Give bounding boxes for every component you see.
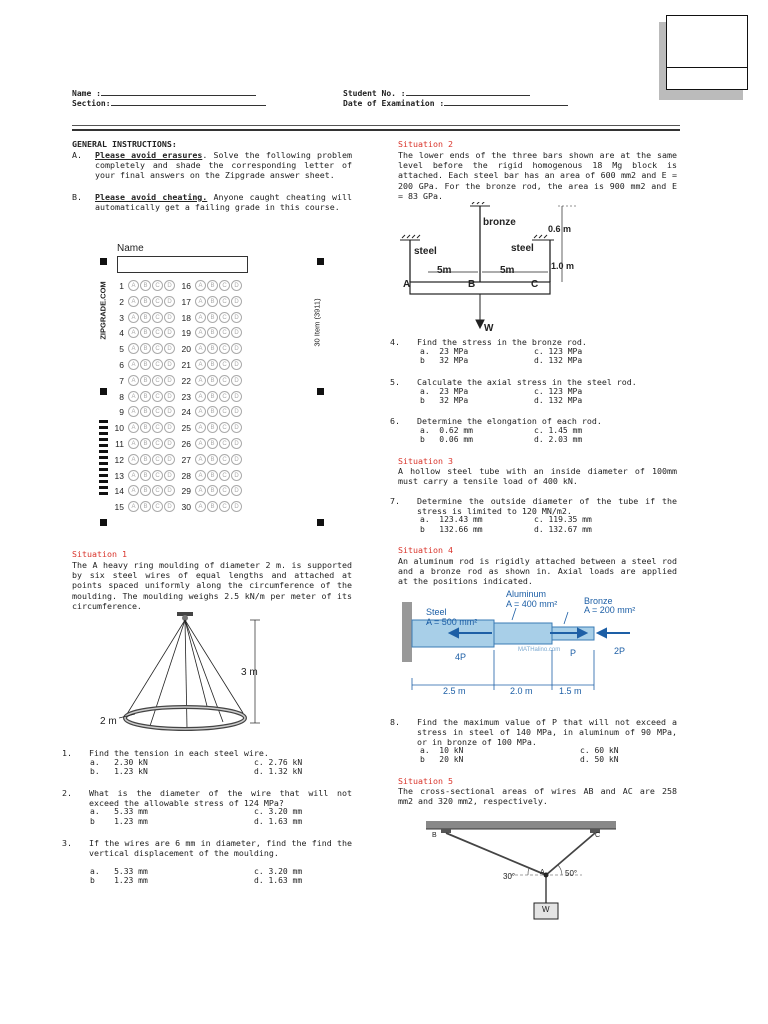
answer-bubble[interactable]: C bbox=[152, 438, 163, 449]
answer-option: a. 0.62 mm bbox=[420, 425, 473, 435]
zipgrade-name-box[interactable] bbox=[117, 256, 248, 273]
ring-diameter-label: 2 m bbox=[100, 716, 117, 727]
steel-left-label: steel bbox=[414, 246, 437, 257]
answer-bubble[interactable]: A bbox=[195, 391, 206, 402]
answer-option: b 132.66 mm bbox=[420, 524, 483, 534]
answer-number: 29 bbox=[181, 486, 191, 497]
dim-06: 0.6 m bbox=[548, 224, 572, 234]
answer-bubble[interactable]: A bbox=[128, 454, 139, 465]
answer-number: 21 bbox=[181, 360, 191, 370]
question-number: 2. bbox=[62, 788, 72, 798]
steel-rod-area: A = 500 mm² bbox=[426, 617, 478, 627]
zipgrade-sheet bbox=[95, 238, 335, 533]
answer-option: d. 50 kN bbox=[580, 755, 619, 765]
answer-bubble[interactable]: D bbox=[231, 485, 242, 496]
question-text: Find the maximum value of P that will not exceed a stress in steel of 140 MPa, in aluminum of 90 MPa, or in bronze of 100 MPa. bbox=[417, 717, 677, 747]
answer-bubble[interactable]: A bbox=[195, 501, 206, 512]
question-text: Determine the outside diameter of the tube if the stress is limited to 120 MN/m2. bbox=[417, 496, 677, 516]
answer-bubble[interactable]: B bbox=[140, 280, 151, 291]
answer-bubble[interactable]: B bbox=[140, 501, 151, 512]
situation5-title: Situation 5 bbox=[398, 776, 453, 786]
answer-bubble[interactable]: C bbox=[219, 296, 230, 307]
answer-bubble[interactable]: D bbox=[164, 406, 175, 417]
answer-bubble[interactable]: B bbox=[140, 470, 151, 481]
wire-ab bbox=[446, 833, 546, 875]
answer-bubble[interactable]: B bbox=[140, 485, 151, 496]
answer-option: d. 2.03 mm bbox=[534, 435, 583, 445]
answer-bubble[interactable]: C bbox=[219, 485, 230, 496]
corner-mark bbox=[100, 388, 107, 395]
answer-bubble[interactable]: C bbox=[152, 470, 163, 481]
answer-bubble[interactable]: B bbox=[207, 312, 218, 323]
situation5-text: The cross-sectional areas of wires AB and AC are 258 mm2 and 320 mm2, respectively. bbox=[398, 786, 677, 807]
situation3-title: Situation 3 bbox=[398, 456, 453, 466]
load-p: P bbox=[570, 648, 577, 658]
answer-option: c. 119.35 mm bbox=[534, 515, 592, 525]
answer-option: a. 23 MPa bbox=[420, 346, 469, 356]
steel-rod-label: Steel bbox=[426, 607, 447, 617]
answer-bubble[interactable]: D bbox=[231, 438, 242, 449]
answer-bubble[interactable]: C bbox=[219, 406, 230, 417]
answer-bubble[interactable]: D bbox=[231, 422, 242, 433]
length-3: 1.5 m bbox=[559, 686, 582, 696]
answer-option: c. 60 kN bbox=[580, 745, 619, 755]
answer-bubble[interactable]: D bbox=[231, 501, 242, 512]
answer-option: a. 10 kN bbox=[420, 745, 464, 755]
question-number: 1. bbox=[62, 748, 72, 758]
answer-option: d. 1.63 mm bbox=[254, 816, 303, 826]
question-text: Find the stress in the bronze rod. bbox=[417, 337, 587, 347]
section-label: Section: bbox=[72, 99, 111, 108]
header-divider bbox=[72, 125, 680, 126]
answer-bubble[interactable]: D bbox=[231, 280, 242, 291]
answer-bubble[interactable]: C bbox=[219, 470, 230, 481]
answer-option: a. 23 MPa bbox=[420, 386, 469, 396]
answer-number: 14 bbox=[114, 486, 124, 497]
answer-bubble[interactable]: A bbox=[195, 359, 206, 370]
answer-bubble[interactable]: B bbox=[207, 327, 218, 338]
answer-bubble[interactable]: D bbox=[164, 312, 175, 323]
answer-option: d. 132.67 mm bbox=[534, 524, 592, 534]
answer-bubble[interactable]: A bbox=[195, 485, 206, 496]
answer-option: a. 2.30 kN bbox=[90, 757, 148, 767]
answer-bubble[interactable]: A bbox=[128, 485, 139, 496]
answer-bubble[interactable]: A bbox=[195, 327, 206, 338]
answer-bubble[interactable]: C bbox=[152, 422, 163, 433]
answer-option: b 0.06 mm bbox=[420, 435, 473, 445]
answer-bubble[interactable]: A bbox=[195, 375, 206, 386]
ring-height-label: 3 m bbox=[241, 667, 258, 678]
answer-bubble[interactable]: B bbox=[207, 501, 218, 512]
answer-number: 15 bbox=[114, 502, 124, 513]
answer-bubble[interactable]: A bbox=[195, 406, 206, 417]
answer-number: 8 bbox=[119, 391, 124, 402]
answer-number: 22 bbox=[181, 375, 191, 386]
answer-bubble[interactable]: A bbox=[128, 375, 139, 386]
bronze-label: bronze bbox=[483, 217, 516, 228]
answer-number: 12 bbox=[114, 454, 124, 465]
answer-bubble[interactable]: A bbox=[195, 312, 206, 323]
answer-bubble[interactable]: B bbox=[207, 280, 218, 291]
answer-bubble[interactable]: A bbox=[128, 391, 139, 402]
answer-bubble[interactable]: B bbox=[207, 470, 218, 481]
question-number: 4. bbox=[390, 337, 400, 347]
situation1-title: Situation 1 bbox=[72, 549, 127, 559]
answer-bubble[interactable]: B bbox=[140, 422, 151, 433]
angle-50: 50° bbox=[565, 869, 578, 878]
answer-bubble[interactable]: D bbox=[164, 280, 175, 291]
answer-number: 13 bbox=[114, 470, 124, 481]
answer-bubble[interactable]: D bbox=[231, 470, 242, 481]
answer-bubble[interactable]: C bbox=[219, 375, 230, 386]
answer-bubble[interactable]: D bbox=[164, 359, 175, 370]
header-divider-2 bbox=[72, 129, 680, 131]
instruction-a-text: . Solve the following problem completely and shade the corresponding letter of your final answers on the Zipgrade answer sheet. bbox=[95, 150, 352, 181]
answer-option: a. 123.43 mm bbox=[420, 515, 483, 525]
answer-option: d. 1.32 kN bbox=[254, 767, 303, 777]
situation3-text: A hollow steel tube with an inside diameter of 100mm must carry a tensile load of 400 kN. bbox=[398, 466, 677, 487]
answer-option: c. 1.45 mm bbox=[534, 425, 583, 435]
answer-bubble[interactable]: A bbox=[195, 343, 206, 354]
answer-bubble[interactable]: C bbox=[152, 375, 163, 386]
steel-right-label: steel bbox=[511, 243, 534, 254]
answer-number: 5 bbox=[119, 344, 124, 355]
answer-bubble[interactable]: D bbox=[231, 343, 242, 354]
angle-30: 30° bbox=[503, 872, 516, 881]
answer-bubble[interactable]: D bbox=[164, 470, 175, 481]
answer-option: c. 123 MPa bbox=[534, 346, 583, 356]
instruction-a-letter: A. bbox=[72, 150, 82, 160]
instruction-b-bold: Please avoid cheating. bbox=[95, 192, 208, 202]
answer-bubble[interactable]: C bbox=[152, 406, 163, 417]
answer-number: 24 bbox=[181, 407, 191, 418]
answer-bubble[interactable]: B bbox=[140, 343, 151, 354]
answer-bubble[interactable]: A bbox=[128, 296, 139, 307]
answer-bubble[interactable]: B bbox=[140, 296, 151, 307]
question-text: Find the tension in each steel wire. bbox=[89, 748, 269, 758]
answer-bubble[interactable]: D bbox=[231, 359, 242, 370]
answer-bubble[interactable]: D bbox=[231, 454, 242, 465]
span-1: 5m bbox=[437, 265, 452, 276]
answer-bubble[interactable]: C bbox=[219, 438, 230, 449]
point-c-label: C bbox=[595, 832, 601, 839]
answer-bubble[interactable]: D bbox=[164, 296, 175, 307]
answer-bubble[interactable]: B bbox=[140, 454, 151, 465]
corner-mark bbox=[317, 258, 324, 265]
answer-bubble[interactable]: A bbox=[128, 312, 139, 323]
answer-bubble[interactable]: B bbox=[207, 296, 218, 307]
answer-bubble[interactable]: D bbox=[231, 296, 242, 307]
answer-bubble[interactable]: B bbox=[140, 359, 151, 370]
answer-number: 25 bbox=[181, 423, 191, 434]
point-a: A bbox=[403, 279, 411, 290]
load-2p: 2P bbox=[614, 646, 626, 656]
answer-number: 23 bbox=[181, 391, 191, 402]
answer-bubble[interactable]: D bbox=[164, 485, 175, 496]
answer-bubble[interactable]: B bbox=[207, 391, 218, 402]
answer-bubble[interactable]: A bbox=[128, 438, 139, 449]
answer-number: 10 bbox=[114, 423, 124, 434]
answer-number: 17 bbox=[181, 296, 191, 307]
answer-bubble[interactable]: A bbox=[128, 280, 139, 291]
answer-bubble[interactable]: D bbox=[231, 312, 242, 323]
question-number: 7. bbox=[390, 496, 400, 506]
question-number: 3. bbox=[62, 838, 72, 848]
answer-bubble[interactable]: A bbox=[128, 359, 139, 370]
answer-bubble[interactable]: B bbox=[207, 438, 218, 449]
date-field[interactable] bbox=[343, 97, 568, 109]
point-b: B bbox=[468, 279, 476, 290]
answer-option: b 32 MPa bbox=[420, 396, 469, 406]
answer-bubble[interactable]: A bbox=[128, 422, 139, 433]
wall bbox=[402, 602, 412, 662]
answer-option: b 20 kN bbox=[420, 755, 464, 765]
two-wire-figure bbox=[424, 817, 624, 922]
answer-bubble[interactable]: A bbox=[128, 470, 139, 481]
answer-bubble[interactable]: D bbox=[231, 375, 242, 386]
answer-number: 6 bbox=[119, 360, 124, 370]
question-number: 8. bbox=[390, 717, 400, 727]
answer-bubble[interactable]: A bbox=[195, 296, 206, 307]
answer-bubble[interactable]: D bbox=[231, 391, 242, 402]
zipgrade-timing-marks bbox=[99, 420, 108, 495]
answer-option: a. 5.33 mm bbox=[90, 866, 148, 876]
answer-bubble[interactable]: C bbox=[219, 343, 230, 354]
answer-number: 2 bbox=[119, 296, 124, 307]
answer-bubble[interactable]: C bbox=[152, 359, 163, 370]
answer-bubble[interactable]: C bbox=[152, 485, 163, 496]
length-1: 2.5 m bbox=[443, 686, 466, 696]
question-number: 6. bbox=[390, 416, 400, 426]
answer-bubble[interactable]: B bbox=[207, 359, 218, 370]
bronze-rod-label: Bronze bbox=[584, 596, 613, 606]
corner-mark bbox=[100, 258, 107, 265]
answer-bubble[interactable]: D bbox=[164, 501, 175, 512]
answer-bubble[interactable]: A bbox=[128, 501, 139, 512]
answer-bubble[interactable]: C bbox=[219, 391, 230, 402]
answer-bubble[interactable]: D bbox=[164, 375, 175, 386]
corner-mark bbox=[317, 388, 324, 395]
answer-bubble[interactable]: D bbox=[231, 406, 242, 417]
question-text: Determine the elongation of each rod. bbox=[417, 416, 602, 426]
answer-bubble[interactable]: D bbox=[164, 391, 175, 402]
instruction-b bbox=[95, 192, 352, 212]
answer-bubble[interactable]: C bbox=[152, 343, 163, 354]
zipgrade-brand: ZIPGRADE.COM bbox=[98, 281, 108, 340]
answer-bubble[interactable]: D bbox=[164, 438, 175, 449]
answer-bubble[interactable]: A bbox=[128, 343, 139, 354]
weight-w-label: W bbox=[542, 905, 550, 914]
zipgrade-name-label: Name bbox=[117, 243, 144, 254]
answer-bubble[interactable]: B bbox=[140, 391, 151, 402]
answer-number: 28 bbox=[181, 470, 191, 481]
answer-bubble[interactable]: C bbox=[152, 391, 163, 402]
answer-option: b 1.23 mm bbox=[90, 876, 148, 886]
instruction-b-text: Anyone caught cheating will automatically get a failing grade in this course. bbox=[95, 192, 352, 213]
answer-number: 1 bbox=[119, 281, 124, 291]
answer-bubble[interactable]: C bbox=[219, 312, 230, 323]
answer-bubble[interactable]: B bbox=[140, 327, 151, 338]
answer-bubble[interactable]: C bbox=[219, 280, 230, 291]
instructions-title: GENERAL INSTRUCTIONS: bbox=[72, 139, 177, 149]
answer-option: c. 2.76 kN bbox=[254, 757, 303, 767]
answer-bubble[interactable]: C bbox=[152, 280, 163, 291]
situation4-text: An aluminum rod is rigidly attached between a steel rod and a bronze rod as shown in. Axial loads are applied at the positions indicated. bbox=[398, 556, 677, 587]
answer-number: 26 bbox=[181, 439, 191, 449]
answer-bubble[interactable]: C bbox=[152, 454, 163, 465]
aluminum-segment bbox=[494, 623, 552, 644]
answer-bubble[interactable]: B bbox=[207, 454, 218, 465]
answer-bubble[interactable]: A bbox=[195, 422, 206, 433]
instruction-a-bold: Please avoid erasures bbox=[95, 150, 203, 160]
answer-number: 16 bbox=[181, 281, 191, 291]
answer-option: d. 132 MPa bbox=[534, 356, 583, 366]
dim-10: 1.0 m bbox=[551, 261, 575, 271]
answer-bubble[interactable]: C bbox=[152, 312, 163, 323]
student-no-label: Student No. : bbox=[343, 89, 406, 98]
question-text: Calculate the axial stress in the steel rod. bbox=[417, 377, 637, 387]
load-4p: 4P bbox=[455, 652, 467, 662]
answer-bubble[interactable]: A bbox=[195, 280, 206, 291]
corner-mark bbox=[100, 519, 107, 526]
answer-option: d. 1.63 mm bbox=[254, 876, 303, 886]
answer-bubble[interactable]: C bbox=[219, 327, 230, 338]
answer-bubble[interactable]: C bbox=[219, 501, 230, 512]
answer-bubble[interactable]: A bbox=[195, 470, 206, 481]
point-c: C bbox=[531, 279, 539, 290]
instruction-b-letter: B. bbox=[72, 192, 82, 202]
situation4-title: Situation 4 bbox=[398, 545, 453, 555]
answer-bubble[interactable]: C bbox=[152, 327, 163, 338]
bronze-rod-area: A = 200 mm² bbox=[584, 605, 636, 615]
answer-number: 11 bbox=[115, 439, 124, 449]
point-a-label: A bbox=[540, 869, 545, 876]
answer-number: 3 bbox=[119, 312, 124, 323]
answer-bubble[interactable]: A bbox=[195, 438, 206, 449]
ceiling bbox=[426, 821, 616, 829]
answer-bubble[interactable]: D bbox=[164, 327, 175, 338]
answer-bubble[interactable]: D bbox=[164, 422, 175, 433]
answer-number: 30 bbox=[181, 502, 191, 513]
answer-bubble[interactable]: B bbox=[207, 375, 218, 386]
answer-number: 18 bbox=[181, 312, 191, 323]
answer-bubble[interactable]: C bbox=[219, 422, 230, 433]
answer-bubble[interactable]: B bbox=[207, 422, 218, 433]
answer-number: 7 bbox=[119, 375, 124, 386]
question-number: 5. bbox=[390, 377, 400, 387]
answer-option: a. 5.33 mm bbox=[90, 807, 148, 817]
point-b-label: B bbox=[432, 832, 437, 839]
answer-option: b 1.23 mm bbox=[90, 816, 148, 826]
answer-bubble[interactable]: D bbox=[231, 327, 242, 338]
situation1-text: The A heavy ring moulding of diameter 2 m. is supported by six steel wires of equal lengths and attached at points spaced uniformly along the circumference of the moulding. The moulding weighs 2.5 kN/m per meter of its circumference. bbox=[72, 560, 352, 611]
situation2-text: The lower ends of the three bars shown are at the same level before the rigid homogenous 18 Mg block is attached. Each steel bar has an area of 600 mm2 and E = 200 GPa. For the bronze rod, the area is 900 mm2 and E = 83 GPa. bbox=[398, 150, 677, 201]
length-2: 2.0 m bbox=[510, 686, 533, 696]
weight-w: W bbox=[484, 323, 494, 334]
instruction-a bbox=[95, 150, 352, 181]
answer-bubble[interactable]: B bbox=[140, 312, 151, 323]
zipgrade-item-label: 30 Item (3911) bbox=[312, 298, 322, 347]
answer-option: c. 123 MPa bbox=[534, 386, 583, 396]
answer-option: c. 3.20 mm bbox=[254, 807, 303, 817]
answer-bubble[interactable]: B bbox=[140, 375, 151, 386]
answer-bubble[interactable]: D bbox=[164, 343, 175, 354]
answer-bubble[interactable]: A bbox=[128, 406, 139, 417]
answer-bubble[interactable]: B bbox=[207, 485, 218, 496]
question-text: If the wires are 6 mm in diameter, find the find the vertical displacement of the moulding. bbox=[89, 838, 352, 858]
corner-mark bbox=[317, 519, 324, 526]
answer-number: 19 bbox=[181, 328, 191, 339]
watermark: MATHalino.com bbox=[518, 647, 561, 653]
answer-option: b 32 MPa bbox=[420, 356, 469, 366]
section-field[interactable] bbox=[72, 97, 266, 109]
answer-bubble[interactable]: C bbox=[152, 296, 163, 307]
aluminum-area: A = 400 mm² bbox=[506, 599, 558, 609]
answer-number: 27 bbox=[181, 454, 191, 465]
answer-bubble[interactable]: B bbox=[140, 406, 151, 417]
aluminum-label: Aluminum bbox=[506, 589, 547, 599]
answer-number: 9 bbox=[119, 407, 124, 418]
answer-option: c. 3.20 mm bbox=[254, 866, 303, 876]
answer-option: d. 132 MPa bbox=[534, 396, 583, 406]
answer-bubble[interactable]: B bbox=[207, 406, 218, 417]
answer-number: 20 bbox=[181, 344, 191, 355]
question-text: What is the diameter of the wire that will not exceed the allowable stress of 124 MPa? bbox=[89, 788, 352, 808]
answer-bubble[interactable]: C bbox=[219, 454, 230, 465]
answer-bubble[interactable]: A bbox=[195, 454, 206, 465]
answer-bubble[interactable]: B bbox=[207, 343, 218, 354]
answer-bubble[interactable]: B bbox=[140, 438, 151, 449]
answer-bubble[interactable]: D bbox=[164, 454, 175, 465]
situation2-title: Situation 2 bbox=[398, 139, 453, 149]
score-box bbox=[666, 15, 748, 90]
answer-bubble[interactable]: C bbox=[219, 359, 230, 370]
name-label: Name : bbox=[72, 89, 101, 98]
answer-option: b. 1.23 kN bbox=[90, 767, 148, 777]
answer-bubble[interactable]: A bbox=[128, 327, 139, 338]
span-2: 5m bbox=[500, 265, 515, 276]
answer-bubble[interactable]: C bbox=[152, 501, 163, 512]
date-label: Date of Examination : bbox=[343, 99, 445, 108]
answer-number: 4 bbox=[119, 328, 124, 339]
